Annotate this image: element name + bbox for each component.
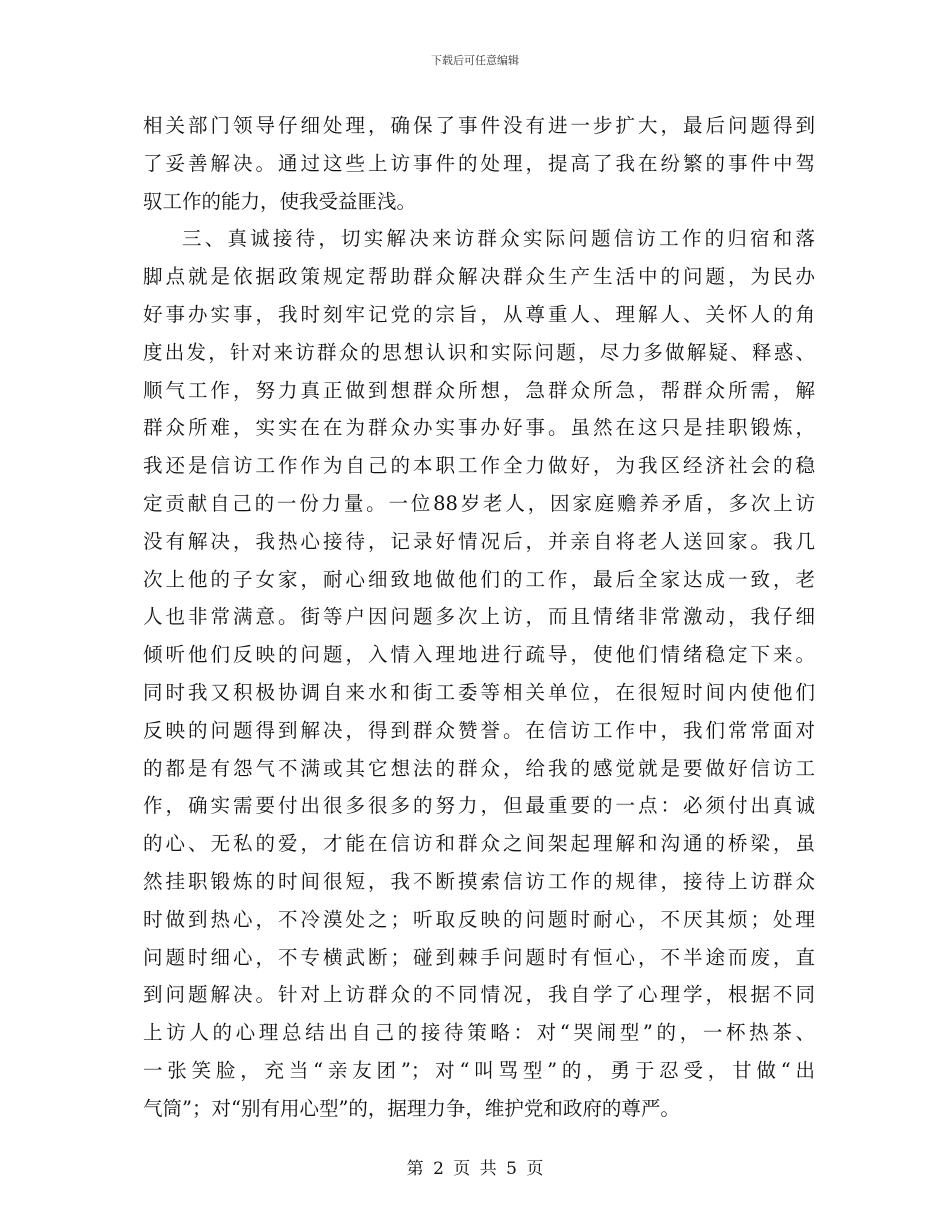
text-line: 相关部门领导仔细处理，确保了事件没有进一步扩大，最后问题得到: [143, 114, 815, 137]
text-line: 人也非常满意。街等户因问题多次上访，而且情绪非常激动，我仔细: [143, 605, 815, 629]
text-line: 没有解决，我热心接待，记录好情况后，并亲自将老人送回家。我几: [143, 529, 815, 553]
text-line: 然挂职锻炼的时间很短，我不断摸索信访工作的规律，接待上访群众: [143, 869, 815, 893]
text-line: 到问题解决。针对上访群众的不同情况，我自学了心理学，根据不同: [143, 983, 815, 1007]
text-line: 脚点就是依据政策规定帮助群众解决群众生产生活中的问题，为民办: [143, 265, 815, 289]
text-line: 反映的问题得到解决，得到群众赞誉。在信访工作中，我们常常面对: [143, 718, 815, 742]
text-line: 好事办实事，我时刻牢记党的宗旨，从尊重人、理解人、关怀人的角: [143, 302, 815, 326]
document-body: [143, 107, 815, 1128]
text-line: 作，确实需要付出很多很多的努力，但最重要的一点：必须付出真诚: [143, 794, 815, 818]
text-line: 了妥善解决。通过这些上访事件的处理，提高了我在纷繁的事件中驾: [143, 151, 815, 175]
text-line: 时做到热心，不冷漠处之；听取反映的问题时耐心，不厌其烦；处理: [143, 907, 815, 931]
paragraph-first-line: 三、真诚接待，切实解决来访群众实际问题信访工作的归宿和落: [182, 227, 815, 251]
text-line: 我还是信访工作作为自己的本职工作全力做好，为我区经济社会的稳: [143, 454, 815, 478]
text-line: 度出发，针对来访群众的思想认识和实际问题，尽力多做解疑、释惑、: [143, 340, 815, 364]
text-line: 同时我又积极协调自来水和街工委等相关单位，在很短时间内使他们: [143, 680, 815, 704]
text-line: 的都是有怨气不满或其它想法的群众，给我的感觉就是要做好信访工: [143, 756, 815, 780]
text-line: 群众所难，实实在在为群众办实事办好事。虽然在这只是挂职锻炼，: [143, 416, 815, 440]
text-line: 驭工作的能力，使我受益匪浅。: [143, 189, 417, 213]
text-line: 顺气工作，努力真正做到想群众所想，急群众所急，帮群众所需，解: [143, 378, 815, 402]
text-line: 气筒”；对“别有用心型”的，据理力争，维护党和政府的尊严。: [143, 1096, 680, 1120]
page-number-footer: 第 2 页 共 5 页: [406, 1159, 544, 1179]
text-line: 上访人的心理总结出自己的接待策略：对“哭闹型”的，一杯热茶、: [143, 1021, 815, 1045]
text-line: 问题时细心，不专横武断；碰到棘手问题时有恒心，不半途而废，直: [143, 945, 815, 969]
text-line: 次上他的子女家，耐心细致地做他们的工作，最后全家达成一致，老: [143, 567, 815, 591]
page-header: 下载后可任意编辑: [431, 54, 519, 67]
text-line: 的心、无私的爱，才能在信访和群众之间架起理解和沟通的桥梁，虽: [143, 832, 815, 856]
text-line: 定贡献自己的一份力量。一位88岁老人，因家庭赡养矛盾，多次上访: [143, 491, 815, 515]
text-line: 倾听他们反映的问题，入情入理地进行疏导，使他们情绪稳定下来。: [143, 643, 815, 667]
text-line: 一张笑脸，充当“亲友团”；对“叫骂型”的，勇于忍受，甘做“出: [143, 1058, 815, 1082]
